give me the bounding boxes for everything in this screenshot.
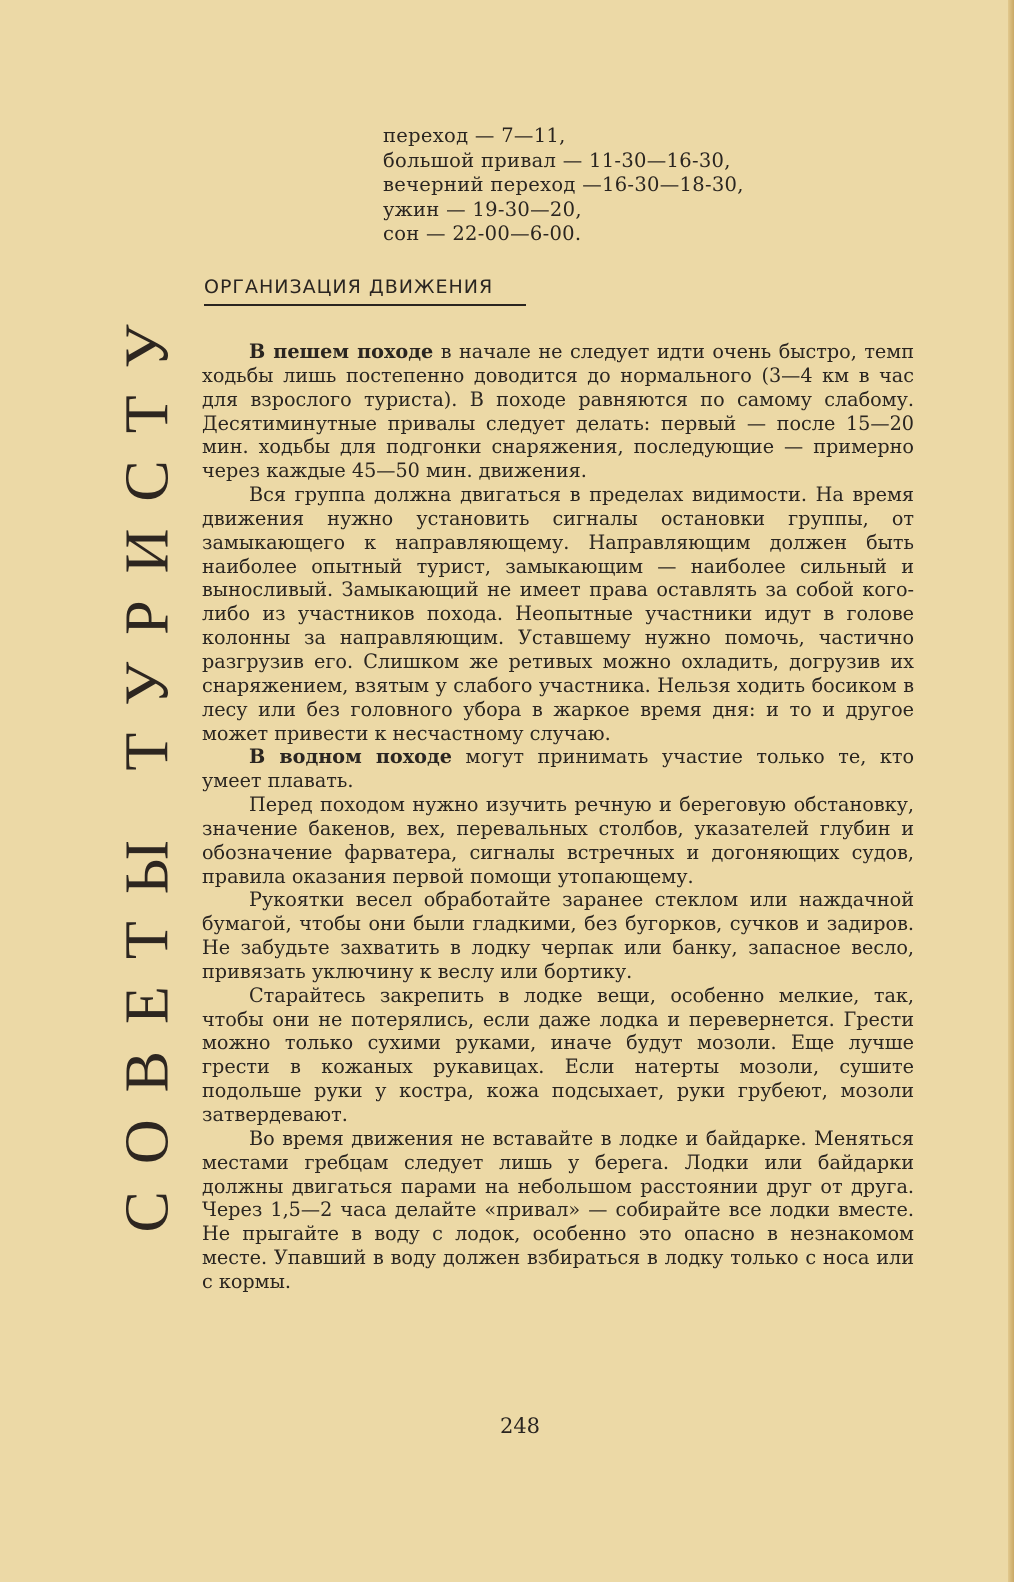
paragraph-text: в начале не следует идти очень быстро, темп ходьбы лишь постепенно доводится до нормального (3—4 км в час для взрослого туриста). В походе равняются по самому слабому. Десятиминутные привалы следует делать: первый — после 15—20 мин. ходьбы для подгонки снаряжения, последующие — примерно через каждые 45—50 мин. движения. <box>202 340 915 483</box>
running-head-text: СОВЕТЫ ТУРИСТУ <box>113 297 182 1233</box>
paragraph-text: Во время движения не вставайте в лодке и байдарке. Меняться местами гребцам следует лишь у берега. Лодки или байдарки должны двигаться парами на небольшом расстоянии друг от друга. Через 1,5—2 часа делайте «привал» — собирайте все лодки вместе. Не прыгайте в воду с лодок, особенно это опасно в незнакомом месте. Упавший в воду должен взбираться в лодку только с носа или с кормы. <box>202 1126 914 1293</box>
paragraph <box>202 793 914 888</box>
paragraph-text: могут принимать участие только те, кто умеет плавать. <box>202 745 914 793</box>
paragraph <box>202 984 914 1127</box>
body-text <box>202 340 914 1294</box>
paragraph-text: Старайтесь закрепить в лодке вещи, особенно мелкие, так, чтобы они не потерялись, если даже лодка и перевернется. Грести можно только сухими руками, иначе будут мозоли. Еще лучше грести в кожаных рукавицах. Если натерты мозоли, сушите подольше руки у костра, кожа подсыхает, руки грубеют, мозоли затвердевают. <box>202 983 914 1126</box>
schedule-item: переход — 7—11, <box>383 124 566 147</box>
paragraph <box>202 1127 914 1294</box>
paragraph <box>202 483 914 745</box>
paragraph-lead: В пешем походе <box>249 340 434 363</box>
schedule-item: сон — 22-00—6-00. <box>383 222 582 245</box>
page-number: 248 <box>499 1414 541 1438</box>
schedule-list <box>383 124 744 247</box>
schedule-item: ужин — 19-30—20, <box>383 197 582 221</box>
paragraph-text: Вся группа должна двигаться в пределах видимости. На время движения нужно установить сигналы остановки группы, от замыкающего к направляющему. Направляющим должен быть наиболее опытный турист, замыкающим — наиболее сильный и выносливый. Замыкающий не имеет права оставлять за собой кого-либо из участников похода. Неопытные участники идут в голове колонны за направляющим. Уставшему нужно помочь, частично разгрузив его. Слишком же ретивых можно охладить, догрузив их снаряжением, взятым у слабого участника. Нельзя ходить босиком в лесу или без головного убора в жаркое время дня: и то и другое может привести к несчастному случаю. <box>202 483 914 745</box>
schedule-item: вечерний переход —16-30—18-30, <box>383 173 744 196</box>
paragraph <box>202 340 914 483</box>
schedule-item: большой привал — 11-30—16-30, <box>383 148 731 172</box>
page-edge <box>1008 0 1014 1582</box>
paragraph <box>202 745 914 793</box>
paragraph-text: Перед походом нужно изучить речную и береговую обстановку, значение бакенов, вех, перевальных столбов, указателей глубин и обозначение фарватера, сигналы встречных и догоняющих судов, правила оказания первой помощи утопающему. <box>202 793 914 888</box>
paragraph-lead: В водном походе <box>249 745 452 769</box>
paragraph-text: Рукоятки весел обработайте заранее стеклом или наждачной бумагой, чтобы они были гладкими, без бугорков, сучков и задиров. Не забудьте захватить в лодку черпак или банку, запасное весло, привязать уключину к веслу или бортику. <box>202 888 914 983</box>
paragraph <box>202 888 914 983</box>
section-heading: ОРГАНИЗАЦИЯ ДВИЖЕНИЯ <box>204 276 526 306</box>
running-head <box>113 120 182 1410</box>
